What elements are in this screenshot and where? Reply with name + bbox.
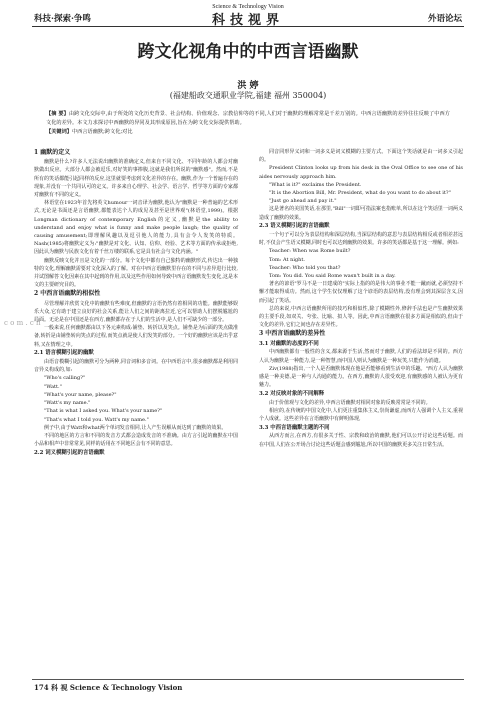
body-paragraph: 尽管理解并欣赏文化中的幽默有些难度,但幽默的言语仍然有着相同的功能。幽默能够娱乐大众,它有助于建立良好的社会关系,能让人们之间的距离拉近,它可以帮助人们摆脱尴尬的局面。无论是在中国还是在西方,幽默都存在于人们的生活中,是人们不可缺少的一部分。 bbox=[34, 300, 238, 324]
body-paragraph: President Clinton looks up from his desk in the Oval Office to see one of his aides nervously approach him. bbox=[259, 165, 463, 180]
body-paragraph: "It is the Abortion Bill, Mr. President, what do you want to do about it?" bbox=[269, 190, 451, 197]
keywords-text: 中西言语幽默;跨文化;对比 bbox=[71, 129, 133, 135]
journal-english-title: Science & Technology Vision bbox=[212, 4, 284, 10]
body-paragraph: 由语音模糊引起的幽默可分为两种,同音词和多音词。在中西语言中,很多幽默都是利用同音异义构成的,如: bbox=[34, 359, 238, 374]
body-paragraph: "That's what I told you. Watt's my name." bbox=[44, 416, 149, 423]
body-paragraph: "That is what I asked you. What's your name?" bbox=[44, 408, 163, 415]
body-paragraph: 著名的谚语"罗马不是一日建成的"实际上指的的是伟大的事业不能一蹴而就,必须坚持不懈才能取得成功。然而,这个学生仅仅理解了这个谚语的表层结构,没有理会到其深层含义,因而引起了笑话。 bbox=[259, 281, 463, 304]
body-paragraph: Ziv(1988)指出,一个人是否幽默体现在他是否能够看到生活中的乐趣。"西方人认为幽默感是一种美德,是一种与人沟通的能力。在西方,幽默的人很受欢迎,有幽默感的人被认为更有魅力。 bbox=[259, 365, 463, 389]
section-heading: 2 中西言语幽默的相似性 bbox=[34, 290, 101, 298]
section-heading: 2.3 语义模糊引起的言语幽默 bbox=[259, 223, 330, 230]
footer-divider bbox=[32, 679, 464, 680]
article-title: 跨文化视角中的中西言语幽默 bbox=[137, 42, 359, 62]
section-heading: 1 幽默的定义 bbox=[34, 149, 71, 156]
section-heading: 3 中西言语幽默的差异性 bbox=[259, 330, 326, 338]
section-label-left: 科技·探索·争鸣 bbox=[34, 14, 91, 24]
body-paragraph: 中西幽默都有一般性的含义,都来源于生活,然而对于幽默,人们的看法却是不同的。西方人认为幽默是一种能力,是一种智慧,而中国人则认为幽默是一种玩笑,只能作为消遣。 bbox=[259, 349, 463, 364]
body-paragraph: "What is it?" exclaims the President. bbox=[269, 181, 362, 188]
section-heading: 2.1 语言模糊引起的幽默 bbox=[34, 350, 94, 357]
body-paragraph: "Watt." bbox=[44, 383, 62, 390]
body-paragraph: 林语堂在1923年首先将英文humour一词音译为幽默,他认为"幽默是一种普遍的艺术形式,无论是书面还是言语幽默,都能表达个人的成见及甚至是世界观"(林语堂,1999)。根据Longman dictionary of contemporary English的定义,幽默是the ability to understand and enjoy what is funny and make people laugh; the quality of causing amusement;即理解风趣以及逗引他人的能力,具有会令人发笑的特质。Nash(1985)将幽默定义为:"幽默是对文化、认知、信仰、经验、艺术等方面的传承或拒绝,因此认为幽默与民族文化有着千丝万缕的联系,它是具有社会与文化内涵。" bbox=[34, 200, 238, 256]
section-heading: 3.1 对幽默的态度的不同 bbox=[259, 340, 319, 347]
abstract-text: 由跨文化交际中,由于所处的文化历史背景、社会结构、价值观念、宗教信仰等的不同,人们对于幽默的理解常常是千差万别的。中西言语幽默的差异往往反映了中西方文化的差异。本文力求探讨中西幽默的异同及其形成原因,旨在为跨文化交际提供帮助。 bbox=[46, 111, 450, 126]
journal-title: 科技视界 bbox=[211, 13, 284, 28]
watermark: c o m . c n bbox=[4, 319, 41, 327]
body-paragraph: 由于价值观与文化的差异,中西言语幽默对相同对象的反映常常是不同的。 bbox=[269, 399, 431, 406]
body-paragraph: 例子中,由于Watt和what两个单词发音相同,让人产生误解从而达到了幽默的效果。 bbox=[44, 424, 227, 431]
body-column-left bbox=[34, 148, 238, 458]
body-paragraph: "Who's calling?" bbox=[44, 375, 86, 382]
body-paragraph: "Just go ahead and pay it." bbox=[269, 198, 337, 205]
body-paragraph: 从西方而言,在西方,有很多关于性、宗教和政治的幽默,他们可以公开讨论这些话题。而在中国,人们在公开场合讨论这些话题会感到尴尬,所以中国的幽默更多关注日常生活。 bbox=[259, 433, 463, 448]
body-paragraph: Teacher: When was Rome built? bbox=[269, 248, 351, 255]
body-paragraph: 不同的地区的方言和不同的发音方式都会造成发音的不准确。由方言引起的幽默在中国小品和相声中非常常见,同样的话用在不同地区会有不同的意思。 bbox=[34, 432, 238, 448]
body-paragraph: 幽默反映文化并且是文化的一部分。每个文化中都有自己独特的幽默形式,传达出一种独特的文化,理解幽默需要对文化深入的了解。对在中西言语幽默里存在的不同与差异进行比较,并试图解答文化因素在其中起到的作用,以及这些作用如何导致中西言语幽默发生变化,这是本文的主要研究目的。 bbox=[34, 257, 238, 289]
section-label-right: 外语论坛 bbox=[427, 14, 462, 24]
body-paragraph: 一般来说,任何幽默都由以下各元素构成:铺垫、转折以及笑点。铺垫是为后面的笑点做准备,转折是由铺垫转向笑点的过程,而笑点就是使人们发笑的部分。一个好的幽默应该是出乎意料,又在情理之中。 bbox=[34, 325, 238, 348]
body-paragraph: 相应的,在传统的中国文化中,人们更注重集体主义,崇尚谦虚,而西方人强调个人主义,重视个人成就。这些差异在言语幽默中有鲜明体现, bbox=[259, 407, 463, 422]
abstract-label: 【摘 要】 bbox=[46, 111, 69, 117]
section-heading: 3.3 中西言语幽默主题的不同 bbox=[259, 424, 330, 431]
body-paragraph: 总的来说,中西言语幽默所用的技巧和相似性,除了模糊性外,修辞手法也是产生幽默效果的主要手段,如双关、夸张、比喻、拟人等。因此,中西言语幽默在很多方面是相似的,但由于文化的差异,它们之间也存在差异性。 bbox=[259, 305, 463, 329]
page-footer: 174 科 视 Science & Technology Vision bbox=[34, 683, 183, 692]
body-paragraph: Tom: You did. You said Rome wasn't built in a day. bbox=[269, 273, 396, 280]
body-paragraph: "What's your name, please?" bbox=[44, 391, 117, 398]
body-paragraph: Teacher: Who told you that? bbox=[269, 264, 341, 271]
section-heading: 3.2 对反映对象的不同解释 bbox=[259, 390, 325, 397]
body-paragraph: 幽默是什么?许多人无法说出幽默的准确定义,但来自不同文化、不同年龄的人都会对幽默做出反应。大部分人都会被逗乐,对好笑的事捧腹,这就是我们所说的"幽默感"。然而,不是所有的笑话都能引起同样的反应,这里就要考虑到文化差异的存在。幽默,作为一个普遍存在的现象,并没有一个共同认可的定义。许多来自心理学、社会学、语言学、哲学等方面的专家都对幽默有不同的定义。 bbox=[34, 159, 238, 199]
body-paragraph: 这是著名的美国笑话,在那里,"Bill"一词即可指法案也指账单,所以在这个笑话里一词两义造成了幽默的效果。 bbox=[259, 206, 463, 221]
section-heading: 2.2 词义模糊引起的言语幽默 bbox=[34, 449, 105, 456]
body-paragraph: Tom: At night. bbox=[269, 256, 305, 263]
body-column-right bbox=[259, 148, 463, 449]
body-paragraph: "Watt's my name." bbox=[44, 400, 91, 407]
abstract-block bbox=[46, 110, 450, 137]
body-paragraph: 同音同形异义词和一词多义是词义模糊的主要方式。下面这个笑话就是由一词多义引起的。 bbox=[259, 149, 463, 164]
body-paragraph: 一个句子可以分为表层结构和深层结构,当深层结构的意思与表层结构相反或者相差甚远时,不仅会产生语义模糊,同时也可以达到幽默的效果。许多的笑话都是基于这一理解。例如: bbox=[259, 232, 463, 247]
header-divider bbox=[32, 26, 464, 27]
article-author: 洪 婷 bbox=[237, 81, 259, 91]
keywords-label: 【关键词】 bbox=[46, 129, 72, 135]
author-affiliation: (福建船政交通职业学院,福建 福州 350004) bbox=[169, 91, 327, 100]
